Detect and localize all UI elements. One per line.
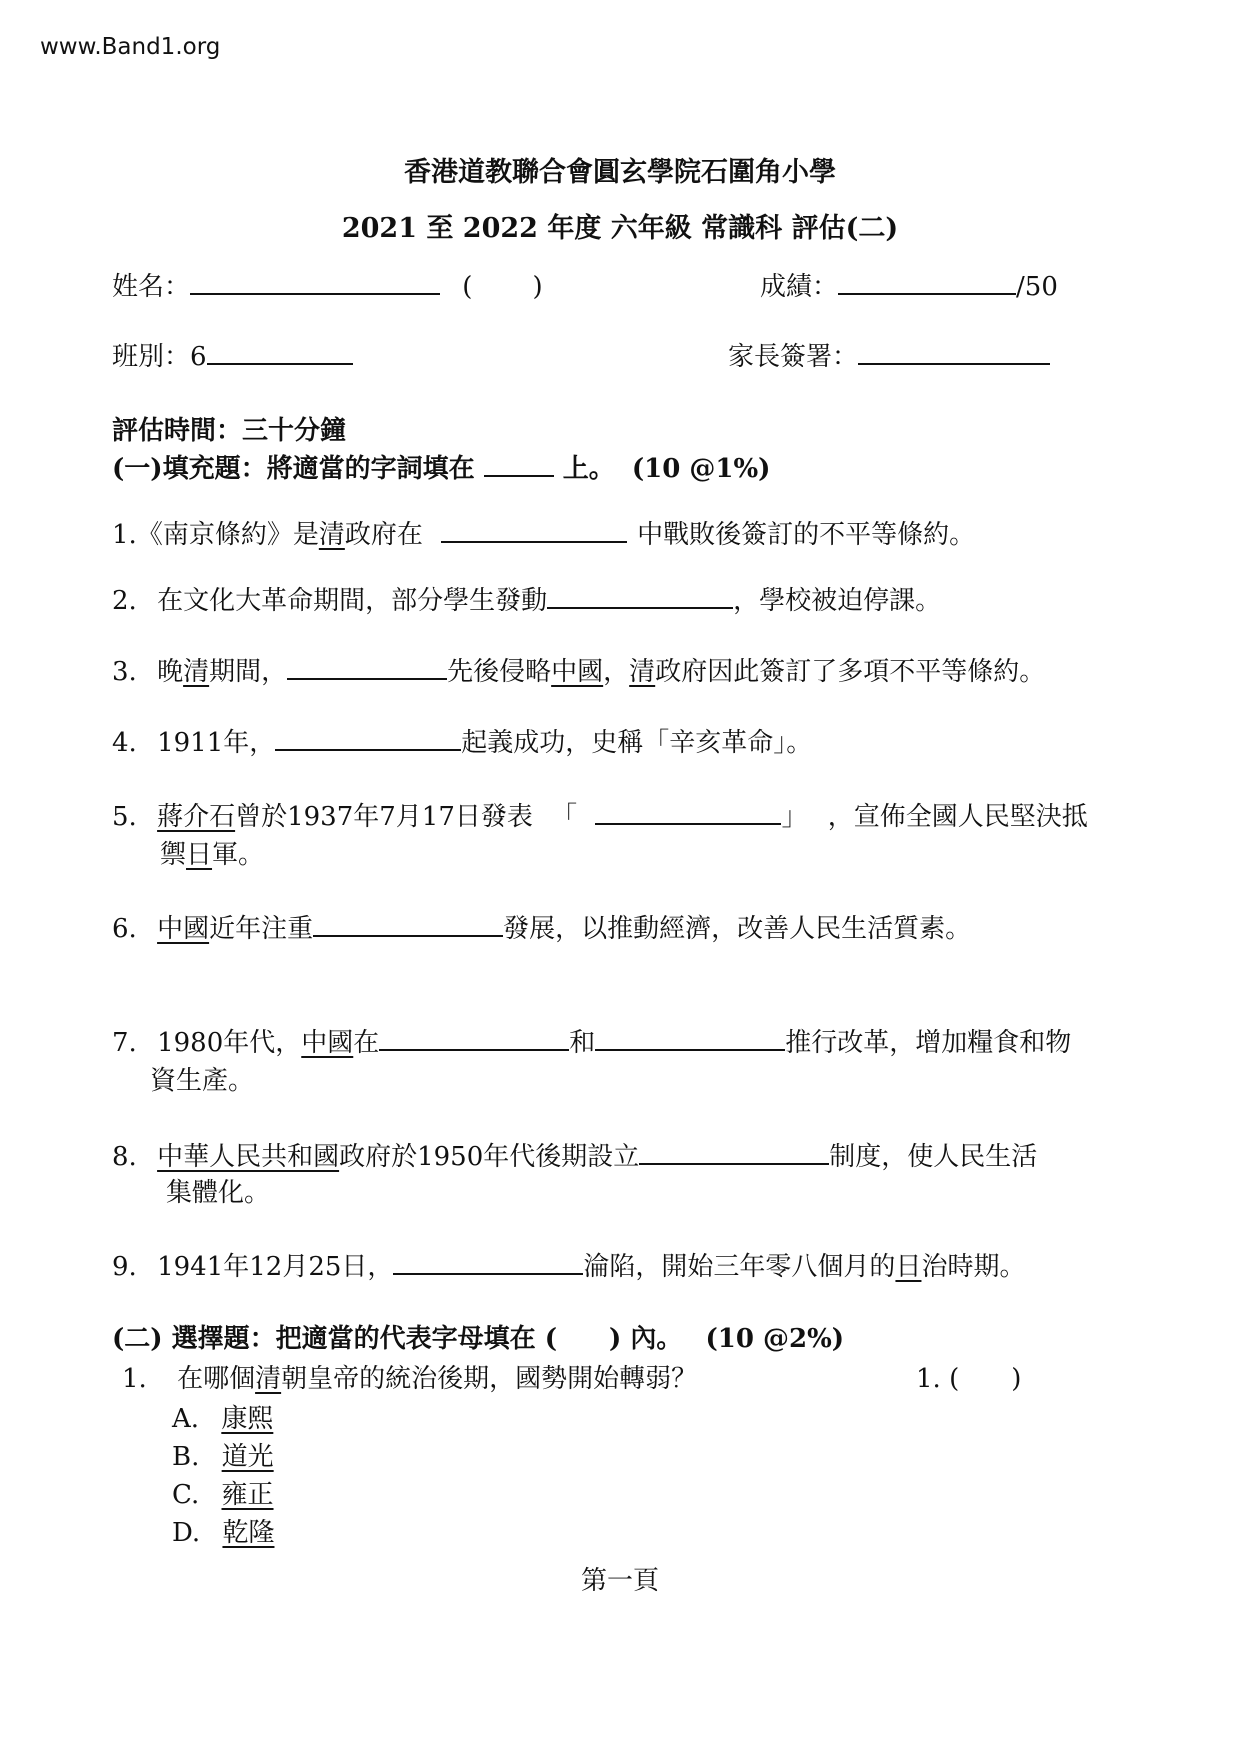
question-text: 制度，使人民生活 [829,1142,1038,1172]
section2-title [112,1318,844,1355]
proper-noun: 日 [895,1252,922,1282]
question-number: 6. [112,914,137,944]
answer-blank[interactable] [595,799,781,825]
question-number: 8. [112,1142,137,1172]
name-blank[interactable] [190,269,440,295]
fill-question-7 [112,1022,1071,1059]
option-letter: B. [172,1442,200,1472]
option-c[interactable] [172,1474,274,1511]
question-text: 中戰敗後簽訂的不平等條約。 [637,520,976,550]
question-text: 軍。 [212,840,265,870]
option-text: 道光 [221,1442,274,1472]
question-text: ， [603,657,630,687]
answer-blank[interactable] [639,1139,829,1165]
paren-open: ( [462,272,473,302]
signature-row [728,336,1050,373]
fill-question-5 [112,796,1088,833]
question-text: 政府在 [344,520,423,550]
question-text: 在文化大革命期間，部分學生發動 [157,586,548,616]
option-text: 乾隆 [222,1518,275,1548]
section1-marks: (10 @1%) [631,454,771,484]
proper-noun: 中國 [301,1028,354,1058]
question-number: 1. [112,520,137,550]
question-text: 近年注重 [209,914,314,944]
section1-title-blank [484,451,554,477]
mc-question-1 [122,1358,697,1395]
proper-noun: 中國 [157,914,210,944]
answer-blank[interactable] [313,911,503,937]
question-text: 1911年， [157,728,276,758]
question-text: 1980年代， [157,1028,302,1058]
proper-noun: 蔣介石 [157,802,236,832]
proper-noun: 日 [186,840,213,870]
quote-open: 「 [551,802,578,832]
name-row [112,266,543,303]
proper-noun: 清 [629,657,656,687]
mc-answer-box[interactable]: 1. ( ) [916,1364,1022,1394]
question-text: 淪陷，開始三年零八個月的 [583,1252,896,1282]
answer-blank[interactable] [547,583,733,609]
proper-noun: 中國 [551,657,604,687]
question-number: 2. [112,586,137,616]
question-number: 5. [112,802,137,832]
question-number: 1. [122,1364,147,1394]
question-text: 起義成功，史稱「辛亥革命」。 [461,728,813,758]
fill-question-1 [112,514,975,551]
question-text: 禦 [160,840,187,870]
option-text: 康熙 [221,1404,274,1434]
proper-noun: 清 [318,520,345,550]
exam-year: 2021 至 2022 年度 [341,213,602,244]
question-text: 發展，以推動經濟，改善人民生活質素。 [503,914,972,944]
question-text: 先後侵略 [447,657,552,687]
question-text: 和 [569,1028,596,1058]
section1-title [112,448,770,485]
answer-blank[interactable] [441,517,627,543]
question-text: 《南京條約》是 [136,520,319,550]
question-text: 在哪個 [177,1364,256,1394]
question-text: 1941年12月25日， [157,1252,394,1282]
question-text: 期間， [209,657,288,687]
question-text: 政府因此簽訂了多項不平等條約。 [655,657,1046,687]
page-number: 第一頁 [580,1566,659,1596]
class-label: 班別：6 [112,342,207,372]
site-url: www.Band1.org [40,34,221,60]
fill-question-3 [112,651,1045,688]
score-label: 成績： [760,272,839,302]
exam-subject: 常識科 [701,213,783,244]
school-name: 香港道教聯合會圓玄學院石圍角小學 [404,157,836,188]
question-text: 治時期。 [921,1252,1026,1282]
question-number: 9. [112,1252,137,1282]
option-letter: A. [172,1404,200,1434]
exam-assessment: 評估(二) [791,213,899,244]
answer-blank[interactable] [393,1249,583,1275]
question-text: 朝皇帝的統治後期，國勢開始轉弱？ [281,1364,698,1394]
option-d[interactable] [172,1512,274,1549]
time-line: 評估時間：三十分鐘 [112,416,347,446]
section1-title-text: (一)填充題：將適當的字詞填在 [112,454,475,484]
score-total: /50 [1016,272,1058,302]
name-label: 姓名： [112,272,191,302]
class-row [112,336,353,373]
signature-label: 家長簽署： [728,342,859,372]
fill-question-9 [112,1246,1025,1283]
fill-question-4 [112,722,812,759]
fill-question-2 [112,580,941,617]
class-blank[interactable] [207,339,353,365]
fill-question-8-cont: 集體化。 [166,1178,271,1208]
fill-question-8 [112,1136,1037,1173]
score-blank[interactable] [838,269,1016,295]
question-text: 政府於1950年代後期設立 [339,1142,640,1172]
quote-close: 」 [781,802,808,832]
question-text: 推行改革，增加糧食和物 [785,1028,1072,1058]
option-b[interactable] [172,1436,274,1473]
question-text: 晚 [157,657,184,687]
question-text: ，學校被迫停課。 [733,586,942,616]
option-a[interactable] [172,1398,273,1435]
question-text: 在 [353,1028,380,1058]
signature-blank[interactable] [858,339,1050,365]
answer-blank[interactable] [275,725,461,751]
proper-noun: 清 [255,1364,282,1394]
fill-question-5-cont [160,834,264,871]
question-number: 7. [112,1028,137,1058]
option-letter: C. [172,1480,200,1510]
fill-question-7-cont: 資生產。 [150,1066,255,1096]
option-text: 雍正 [221,1480,274,1510]
section2-marks: (10 @2%) [705,1324,845,1354]
question-text: ，宣佈全國人民堅決抵 [827,802,1088,832]
proper-noun: 清 [183,657,210,687]
fill-question-6 [112,908,971,945]
section1-title-end: 上。 [562,454,615,484]
paren-close: ) [532,272,543,302]
question-text: 曾於1937年7月17日發表 [235,802,533,832]
question-number: 4. [112,728,137,758]
proper-noun: 中華人民共和國 [157,1142,340,1172]
answer-blank[interactable] [287,654,447,680]
option-letter: D. [172,1518,201,1548]
exam-title [0,206,1240,245]
question-number: 3. [112,657,137,687]
answer-blank[interactable] [595,1025,785,1051]
score-row [760,266,1058,303]
exam-grade: 六年級 [610,213,692,244]
answer-blank[interactable] [379,1025,569,1051]
section2-title-text: (二) 選擇題：把適當的代表字母填在 ( ) 內。 [112,1324,683,1354]
